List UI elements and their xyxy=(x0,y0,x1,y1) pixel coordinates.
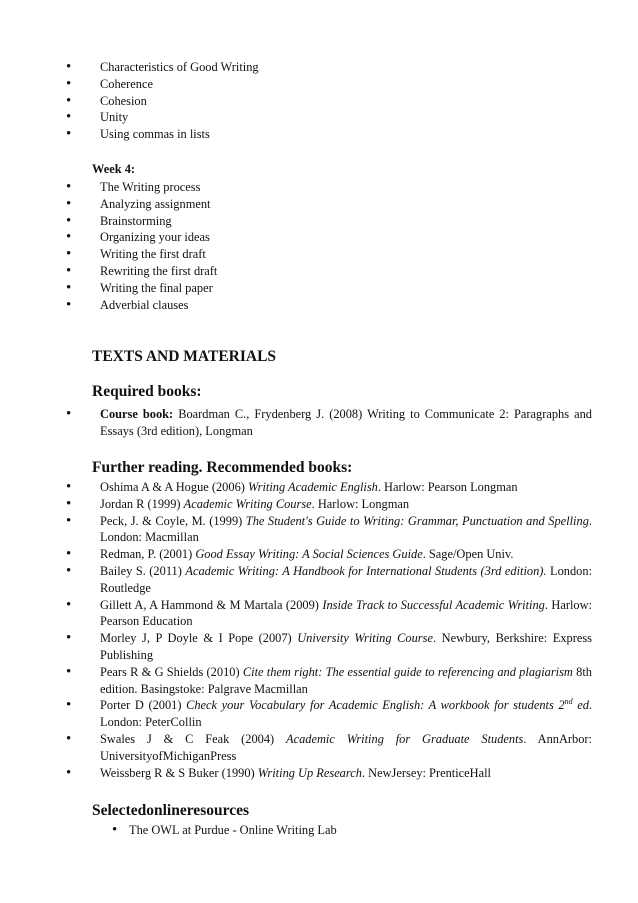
reference-item: • Redman, P. (2001) Good Essay Writing: A Social Sciences Guide. Sage/Open Univ. xyxy=(0,546,592,563)
list-item: • Cohesion xyxy=(0,93,600,110)
course-book-label: Course book: xyxy=(100,407,174,421)
reference-item: • Jordan R (1999) Academic Writing Course. Harlow: Longman xyxy=(0,496,592,513)
online-resources-list xyxy=(0,822,600,839)
required-books-heading: Required books: xyxy=(92,383,202,400)
online-resources-heading: Selectedonlineresources xyxy=(92,802,249,819)
reference-item: • Oshima A & A Hogue (2006) Writing Academic English. Harlow: Pearson Longman xyxy=(0,479,592,496)
week3-topic-list xyxy=(0,59,600,143)
texts-materials-heading: TEXTS AND MATERIALS xyxy=(92,348,277,365)
further-reading-heading: Further reading. Recommended books: xyxy=(92,459,353,476)
reference-item: • Weissberg R & S Buker (1990) Writing Up Research. NewJersey: PrenticeHall xyxy=(0,765,592,782)
week4-topic-list xyxy=(0,179,600,313)
list-item xyxy=(0,406,592,440)
list-item: • Organizing your ideas xyxy=(0,229,600,246)
list-item: • The OWL at Purdue - Online Writing Lab xyxy=(0,822,600,839)
list-item: • Characteristics of Good Writing xyxy=(0,59,600,76)
list-item: • The Writing process xyxy=(0,179,600,196)
list-item: • Writing the first draft xyxy=(0,246,600,263)
week4-label: Week 4: xyxy=(92,162,136,176)
reference-item: • Porter D (2001) Check your Vocabulary for Academic English: A workbook for students 2nd ed. London: PeterCollin xyxy=(0,697,592,731)
reference-item: • Peck, J. & Coyle, M. (1999) The Student's Guide to Writing: Grammar, Punctuation and Spelling. London: Macmillan xyxy=(0,513,592,547)
list-item: • Coherence xyxy=(0,76,600,93)
required-books-list xyxy=(0,406,592,440)
reference-item: • Pears R & G Shields (2010) Cite them right: The essential guide to referencing and plagiarism 8th edition. Basingstoke: Palgrave Macmillan xyxy=(0,664,592,698)
reference-item: • Gillett A, A Hammond & M Martala (2009) Inside Track to Successful Academic Writing. Harlow: Pearson Education xyxy=(0,597,592,631)
list-item: • Unity xyxy=(0,109,600,126)
list-item: • Brainstorming xyxy=(0,213,600,230)
reference-item: • Swales J & C Feak (2004) Academic Writing for Graduate Students. AnnArbor: UniversityofMichiganPress xyxy=(0,731,592,765)
list-item: • Using commas in lists xyxy=(0,126,600,143)
course-book-text: Boardman C., Frydenberg J. (2008) Writing to Communicate 2: Paragraphs and Essays (3rd edition), Longman xyxy=(100,407,592,438)
list-item: • Writing the final paper xyxy=(0,280,600,297)
list-item: • Adverbial clauses xyxy=(0,297,600,314)
reference-item: • Morley J, P Doyle & I Pope (2007) University Writing Course. Newbury, Berkshire: Express Publishing xyxy=(0,630,592,664)
list-item: • Rewriting the first draft xyxy=(0,263,600,280)
reference-item: • Bailey S. (2011) Academic Writing: A Handbook for International Students (3rd edition). London: Routledge xyxy=(0,563,592,597)
further-reading-list xyxy=(0,479,592,781)
list-item: • Analyzing assignment xyxy=(0,196,600,213)
